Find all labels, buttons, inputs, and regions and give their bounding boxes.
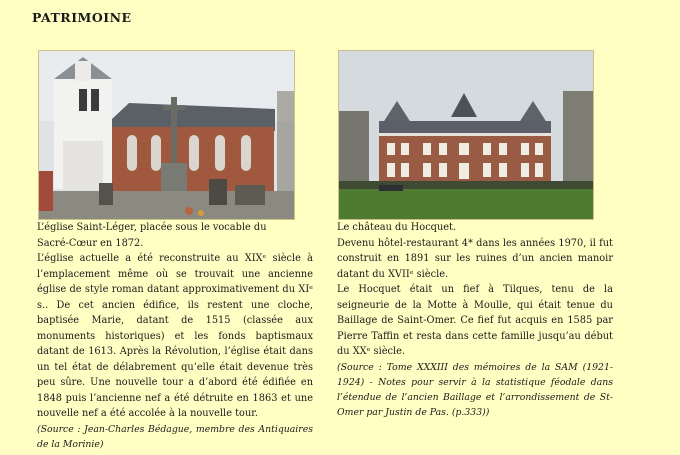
church-caption-line2: Sacré-Cœur en 1872. — [37, 237, 144, 249]
church-description: L’église actuelle a été reconstruite au XIXᵉ siècle à l’emplacement même où se trouvait une ancienne église de style roman datant approximativement du XIᵉ s.. De cet ancien édifice, ils restent une cloche, baptisée Marie, datant de 1515 (classée aux monuments historiques) et les fonds baptismaux datant de 1613. Après la Révolution, l’église était dans un tel état de délabrement qu’elle était devenue très peu sûre. Une nouvelle tour a d’abord été édifiée en 1848 puis l’ancienne nef a été détruite en 1863 et une nouvelle nef a été accolée à la nouvelle tour. — [37, 253, 313, 419]
church-source: (Source : Jean-Charles Bédague, membre des Antiquaires de la Morinie) — [37, 423, 313, 450]
chateau-fief: Le Hocquet était un fief à Tilques, tenu de la seigneurie de la Motte à Moulle, qui était tenue du Baillage de Saint-Omer. Ce fief fut acquis en 1585 par Pierre Taffin et resta dans cette famille jusqu’au début du XXᵉ siècle. — [337, 284, 613, 357]
church-photo — [38, 50, 295, 220]
chateau-history: Devenu hôtel-restaurant 4* dans les années 1970, il fut construit en 1891 sur les ruines d’un ancien manoir datant du XVIIᵉ siècle. — [337, 237, 613, 280]
chateau-text — [337, 220, 613, 420]
chateau-source: (Source : Tome XXXIII des mémoires de la SAM (1921-1924) - Notes pour servir à la statistique féodale dans l’étendue de l’ancien Baillage et l’arrondissement de St-Omer par Justin de Pas. (p.333)) — [337, 361, 613, 419]
section-title: PATRIMOINE — [32, 10, 132, 25]
chateau-photo — [338, 50, 594, 220]
church-text — [37, 220, 313, 452]
chateau-caption: Le château du Hocquet. — [337, 222, 457, 233]
church-caption-line1: L’église Saint-Léger, placée sous le vocable du — [37, 222, 267, 233]
